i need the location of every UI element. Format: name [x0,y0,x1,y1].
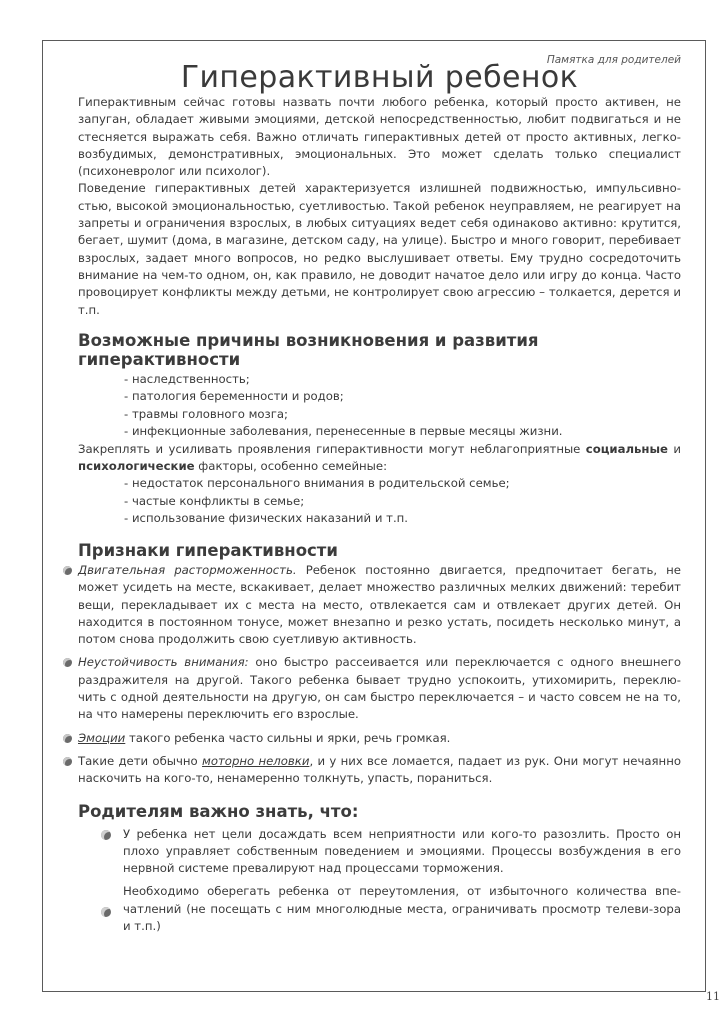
sign-lead: Неустойчивость внимания: [78,655,249,670]
list-item: - травмы головного мозга; [124,406,681,424]
factors-text-end: факторы, особенно семейные: [198,459,388,474]
page-number: 11 [706,990,720,1003]
factors-social: социальные [585,441,668,456]
intro-paragraph-2: Поведение гиперактивных детей характеризуется излишней подвижностью, импульсивно-стью, высокой эмоциональностью, суетливостью. Такой ребенок неуправляем, не реагирует на запреты и ограничения взрослых, в любых ситуациях ведет себя одинаково активно: крутится, бегает, шумит (дома, в магазине, детском саду, на улице). Быстро и много говорит, перебивает взрослых, задает много вопросов, но редко выслушивает ответы. Ему трудно сосредоточить внимание на чем-то одном, он, как правило, не доводит начатое дело или игру до конца. Часто провоцирует конфликты между детьми, не контролирует свою агрессию – толкается, дерется и т.п. [78,181,681,317]
bullet-icon [101,907,111,917]
document-body [78,54,681,941]
sign-lead: Двигательная расторможенность. [78,562,297,577]
intro-paragraph-1: Гиперактивным сейчас готовы назвать почти любого ребенка, который просто активен, не запуган, обладает живыми эмоциями, детской непосредственностью, любит подвигаться и не стесняется выражать себя. Важно отличать гиперактивных детей от просто активных, легко-возбудимых, демонстративных, эмоциональных. Это может сделать только специалист (психоневролог или психолог). [78,95,681,179]
sign-pre: Такие дети обычно [78,753,203,768]
signs-heading: Признаки гиперактивности [78,540,338,560]
bullet-icon [63,734,72,743]
factors-text: Закреплять и усиливать проявления гиперактивности могут неблагоприятные [78,441,581,456]
list-item [123,883,681,935]
list-item [78,753,681,788]
list-item [78,562,681,648]
sign-lead: Эмоции [78,730,126,745]
sign-text: такого ребенка часто сильны и ярки, речь громкая. [125,730,451,745]
parents-list [78,826,681,936]
parents-text: Необходимо оберегать ребенка от переутомления, от избыточного количества впе-чатлений (не посещать с ним многолюдные места, ограничивать просмотр телеви-зора и т.п.) [123,884,681,933]
factors-and: и [673,441,681,456]
list-item [78,730,681,747]
causes-list [78,371,681,441]
list-item [123,826,681,878]
list-item: - патология беременности и родов; [124,388,681,406]
sign-text: оно быстро рассеивается или переключается с одного внешнего раздражителя на другой. Такого ребенка бывает трудно успокоить, утихомирить, переклю-чить с одной деятельности на другую, он сам быстро переключается – и часто совсем не на то, на что намерены переключить его взрослые. [78,655,681,722]
page-title: Гиперактивный ребенок [180,60,579,95]
signs-list [78,562,681,788]
family-factors-list [78,475,681,528]
list-item: - наследственность; [124,371,681,389]
list-item: - частые конфликты в семье; [124,493,681,511]
sign-text: Ребенок постоянно двигается, предпочитает бегать, не может усидеть на месте, вскакивает, делает множество различных мелких движений: теребит вещи, перекладывает их с места на место, отвлекается сам и отвлекает других детей. Он находится в постоянном тонусе, может внезапно и резко устать, посидеть несколько минут, а потом снова продолжить свою суетливую активность. [78,562,681,647]
sign-text: , и у них все ломается, падает из рук. Они могут нечаянно наскочить на кого-то, ненамеренно толкнуть, упасть, пораниться. [78,753,681,786]
bullet-icon [63,757,72,766]
bullet-icon [63,566,72,575]
sign-lead: моторно неловки [202,753,310,768]
header-note: Памятка для родителей [546,54,681,66]
causes-heading: Возможные причины возникновения и развития гиперактивности [78,330,539,369]
list-item: - недостаток персонального внимания в родительской семье; [124,475,681,493]
parents-heading: Родителям важно знать, что: [78,801,359,821]
list-item: - инфекционные заболевания, перенесенные в первые месяцы жизни. [124,423,681,441]
list-item [78,654,681,723]
factors-psychological: психологические [78,459,195,474]
list-item: - использование физических наказаний и т.п. [124,510,681,528]
bullet-icon [101,830,111,840]
parents-text: У ребенка нет цели досаждать всем неприятности или кого-то разозлить. Просто он плохо управляет собственным поведением и эмоциями. Процессы возбуждения в его нервной системе превалируют над процессами торможения. [123,826,681,876]
factors-paragraph [78,441,681,476]
